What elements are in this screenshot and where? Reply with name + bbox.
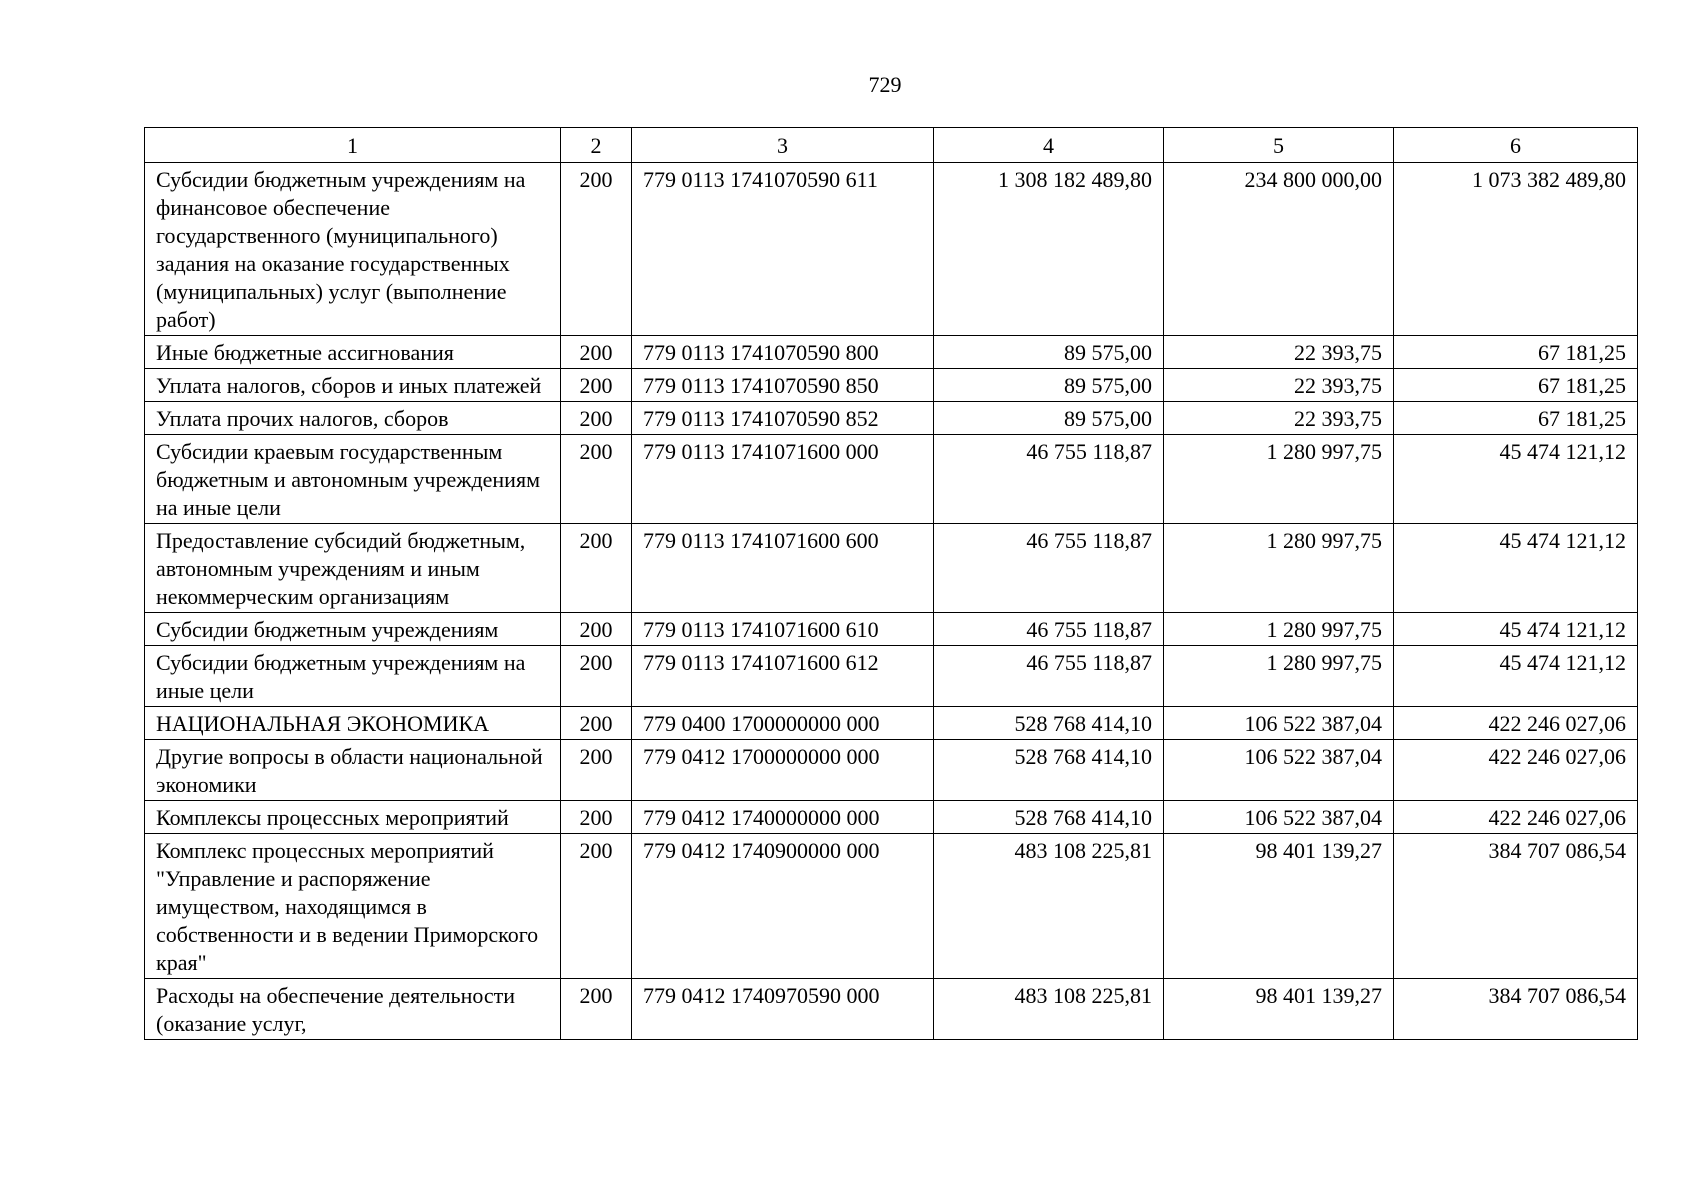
row-code-cell: 200 xyxy=(561,163,632,336)
row-value-col6-cell: 422 246 027,06 xyxy=(1394,740,1638,801)
row-value-col4-cell: 89 575,00 xyxy=(934,336,1164,369)
row-value-col6-cell: 422 246 027,06 xyxy=(1394,801,1638,834)
row-value-col4-cell: 89 575,00 xyxy=(934,402,1164,435)
row-name-cell: Комплекс процессных мероприятий "Управление и распоряжение имуществом, находящимся в собственности и в ведении Приморского края" xyxy=(145,834,561,979)
row-kbk-cell: 779 0113 1741071600 612 xyxy=(632,646,934,707)
row-value-col5-cell: 98 401 139,27 xyxy=(1164,834,1394,979)
row-kbk-cell: 779 0113 1741071600 000 xyxy=(632,435,934,524)
row-value-col5-cell: 22 393,75 xyxy=(1164,402,1394,435)
row-kbk-cell: 779 0113 1741071600 600 xyxy=(632,524,934,613)
row-value-col5-cell: 106 522 387,04 xyxy=(1164,707,1394,740)
column-header: 4 xyxy=(934,128,1164,163)
row-value-col4-cell: 1 308 182 489,80 xyxy=(934,163,1164,336)
table-body xyxy=(145,163,1638,1040)
row-value-col6-cell: 384 707 086,54 xyxy=(1394,834,1638,979)
row-value-col4-cell: 528 768 414,10 xyxy=(934,801,1164,834)
row-name-cell: НАЦИОНАЛЬНАЯ ЭКОНОМИКА xyxy=(145,707,561,740)
row-code-cell: 200 xyxy=(561,435,632,524)
column-header: 5 xyxy=(1164,128,1394,163)
row-name-cell: Предоставление субсидий бюджетным, автономным учреждениям и иным некоммерческим организациям xyxy=(145,524,561,613)
row-kbk-cell: 779 0412 1700000000 000 xyxy=(632,740,934,801)
table-row xyxy=(145,613,1638,646)
row-name-cell: Субсидии бюджетным учреждениям на иные цели xyxy=(145,646,561,707)
row-value-col4-cell: 483 108 225,81 xyxy=(934,834,1164,979)
table-row xyxy=(145,402,1638,435)
row-value-col5-cell: 22 393,75 xyxy=(1164,369,1394,402)
row-value-col6-cell: 45 474 121,12 xyxy=(1394,646,1638,707)
row-value-col6-cell: 67 181,25 xyxy=(1394,402,1638,435)
page-number: 729 xyxy=(868,72,902,97)
row-name-cell: Иные бюджетные ассигнования xyxy=(145,336,561,369)
row-name-cell: Уплата прочих налогов, сборов xyxy=(145,402,561,435)
column-header: 1 xyxy=(145,128,561,163)
row-kbk-cell: 779 0412 1740900000 000 xyxy=(632,834,934,979)
row-kbk-cell: 779 0113 1741070590 611 xyxy=(632,163,934,336)
table-row xyxy=(145,740,1638,801)
row-kbk-cell: 779 0113 1741070590 800 xyxy=(632,336,934,369)
row-kbk-cell: 779 0113 1741071600 610 xyxy=(632,613,934,646)
row-value-col5-cell: 1 280 997,75 xyxy=(1164,435,1394,524)
row-code-cell: 200 xyxy=(561,707,632,740)
table-header-row xyxy=(145,128,1638,163)
row-value-col6-cell: 67 181,25 xyxy=(1394,336,1638,369)
row-kbk-cell: 779 0400 1700000000 000 xyxy=(632,707,934,740)
row-code-cell: 200 xyxy=(561,834,632,979)
row-kbk-cell: 779 0113 1741070590 850 xyxy=(632,369,934,402)
row-code-cell: 200 xyxy=(561,740,632,801)
row-value-col6-cell: 45 474 121,12 xyxy=(1394,613,1638,646)
row-code-cell: 200 xyxy=(561,336,632,369)
row-value-col6-cell: 422 246 027,06 xyxy=(1394,707,1638,740)
row-value-col4-cell: 46 755 118,87 xyxy=(934,613,1164,646)
row-value-col5-cell: 1 280 997,75 xyxy=(1164,613,1394,646)
row-value-col4-cell: 483 108 225,81 xyxy=(934,979,1164,1040)
row-value-col4-cell: 46 755 118,87 xyxy=(934,524,1164,613)
row-value-col5-cell: 106 522 387,04 xyxy=(1164,740,1394,801)
row-code-cell: 200 xyxy=(561,369,632,402)
row-code-cell: 200 xyxy=(561,613,632,646)
row-value-col5-cell: 22 393,75 xyxy=(1164,336,1394,369)
table-row xyxy=(145,435,1638,524)
row-value-col5-cell: 98 401 139,27 xyxy=(1164,979,1394,1040)
row-code-cell: 200 xyxy=(561,524,632,613)
row-value-col4-cell: 528 768 414,10 xyxy=(934,707,1164,740)
table-row xyxy=(145,834,1638,979)
row-code-cell: 200 xyxy=(561,801,632,834)
table-row xyxy=(145,646,1638,707)
row-value-col5-cell: 1 280 997,75 xyxy=(1164,646,1394,707)
table-row xyxy=(145,707,1638,740)
table-row xyxy=(145,979,1638,1040)
row-value-col4-cell: 46 755 118,87 xyxy=(934,646,1164,707)
row-name-cell: Субсидии бюджетным учреждениям на финансовое обеспечение государственного (муниципального) задания на оказание государственных (муниципальных) услуг (выполнение работ) xyxy=(145,163,561,336)
column-header: 6 xyxy=(1394,128,1638,163)
row-value-col5-cell: 234 800 000,00 xyxy=(1164,163,1394,336)
row-value-col5-cell: 106 522 387,04 xyxy=(1164,801,1394,834)
row-name-cell: Уплата налогов, сборов и иных платежей xyxy=(145,369,561,402)
row-value-col4-cell: 46 755 118,87 xyxy=(934,435,1164,524)
row-kbk-cell: 779 0412 1740000000 000 xyxy=(632,801,934,834)
table-row xyxy=(145,163,1638,336)
table-row xyxy=(145,524,1638,613)
table-row xyxy=(145,801,1638,834)
column-header: 3 xyxy=(632,128,934,163)
row-value-col6-cell: 45 474 121,12 xyxy=(1394,435,1638,524)
row-name-cell: Субсидии бюджетным учреждениям xyxy=(145,613,561,646)
row-name-cell: Субсидии краевым государственным бюджетным и автономным учреждениям на иные цели xyxy=(145,435,561,524)
row-name-cell: Комплексы процессных мероприятий xyxy=(145,801,561,834)
budget-table xyxy=(144,127,1638,1040)
row-kbk-cell: 779 0412 1740970590 000 xyxy=(632,979,934,1040)
row-value-col6-cell: 45 474 121,12 xyxy=(1394,524,1638,613)
row-value-col6-cell: 1 073 382 489,80 xyxy=(1394,163,1638,336)
row-code-cell: 200 xyxy=(561,402,632,435)
row-value-col4-cell: 89 575,00 xyxy=(934,369,1164,402)
row-name-cell: Другие вопросы в области национальной экономики xyxy=(145,740,561,801)
table-row xyxy=(145,369,1638,402)
row-value-col5-cell: 1 280 997,75 xyxy=(1164,524,1394,613)
column-header: 2 xyxy=(561,128,632,163)
row-code-cell: 200 xyxy=(561,646,632,707)
row-value-col4-cell: 528 768 414,10 xyxy=(934,740,1164,801)
row-value-col6-cell: 384 707 086,54 xyxy=(1394,979,1638,1040)
row-value-col6-cell: 67 181,25 xyxy=(1394,369,1638,402)
row-code-cell: 200 xyxy=(561,979,632,1040)
row-name-cell: Расходы на обеспечение деятельности (оказание услуг, xyxy=(145,979,561,1040)
table-row xyxy=(145,336,1638,369)
row-kbk-cell: 779 0113 1741070590 852 xyxy=(632,402,934,435)
